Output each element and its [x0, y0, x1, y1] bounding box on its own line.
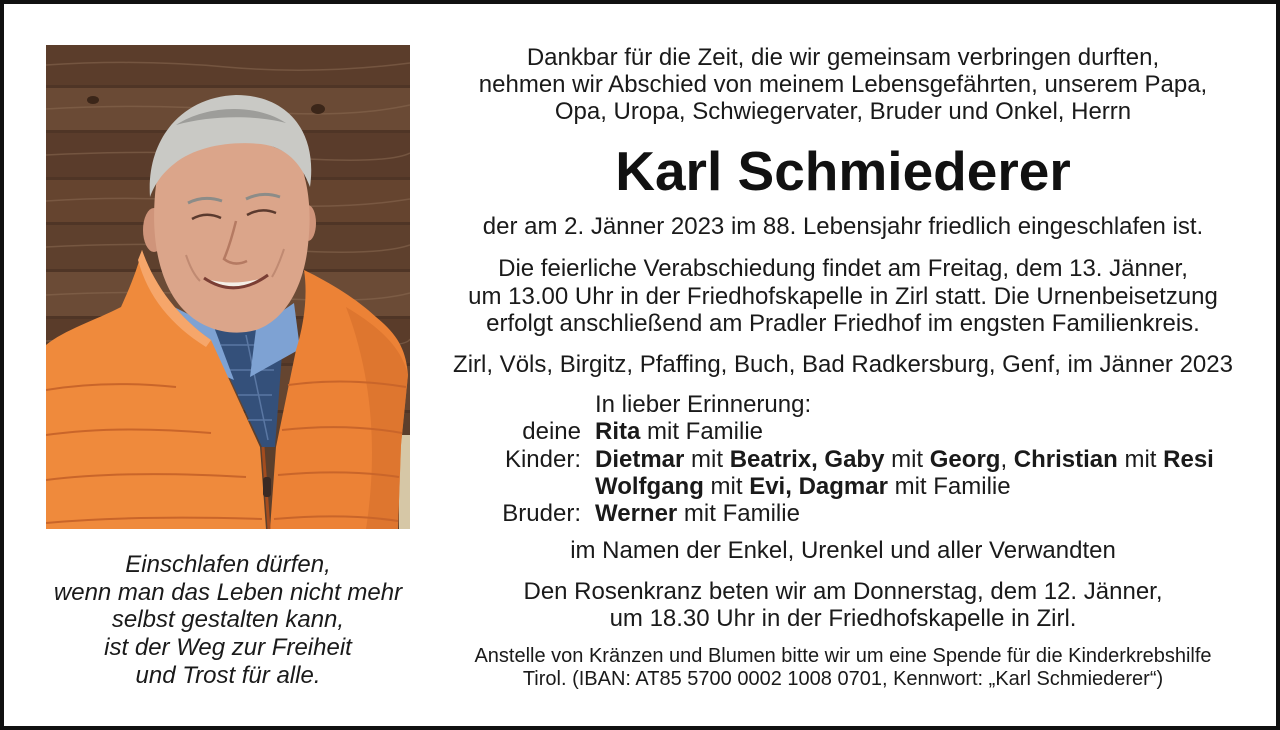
connector-text: mit [703, 472, 750, 500]
connector-text: , [1000, 445, 1014, 473]
relation-label: deine [522, 418, 581, 446]
mourner-name: Christian [1013, 445, 1118, 473]
poem-line: Einschlafen dürfen, [125, 551, 331, 578]
connector-text: mit [884, 445, 930, 473]
connector-text: mit [1117, 445, 1164, 473]
relation-label: Kinder: [504, 445, 581, 473]
poem-line: selbst gestalten kann, [111, 606, 345, 634]
connector-text: mit Familie [887, 472, 1011, 500]
mourner-name: Wolfgang [595, 472, 704, 500]
rosary-line: um 18.30 Uhr in der Friedhofskapelle in Zirl. [609, 605, 1077, 632]
poem-line: ist der Weg zur Freiheit [104, 634, 352, 662]
farewell-line: Die feierliche Verabschiedung findet am Freitag, dem 13. Jänner, [498, 255, 1188, 282]
intro-line: Opa, Uropa, Schwiegervater, Bruder und Onkel, Herrn [554, 98, 1132, 125]
mourner-name: Rita [595, 418, 641, 446]
intro-line: Dankbar für die Zeit, die wir gemeinsam verbringen durften, [526, 44, 1160, 71]
mourner-name: Georg [929, 445, 1001, 473]
places-and-date: Zirl, Völs, Birgitz, Pfaffing, Buch, Bad Radkersburg, Genf, im Jänner 2023 [453, 351, 1233, 378]
connector-text: mit Familie [677, 500, 800, 528]
donation-line: Anstelle von Kränzen und Blumen bitte wir um eine Spende für die Kinderkrebshilfe [474, 645, 1212, 667]
passing-line: der am 2. Jänner 2023 im 88. Lebensjahr friedlich eingeschlafen ist. [482, 213, 1204, 240]
mourner-name: Beatrix, Gaby [729, 445, 885, 473]
deceased-name: Karl Schmiederer [615, 140, 1071, 202]
on-behalf-line: im Namen der Enkel, Urenkel und aller Verwandten [570, 537, 1116, 564]
mourner-name: Werner [595, 500, 678, 528]
mourners-heading: In lieber Erinnerung: [595, 391, 812, 418]
connector-text: mit [684, 445, 730, 473]
connector-text: mit Familie [640, 418, 764, 446]
mourner-name: Resi [1163, 445, 1214, 473]
rosary-line: Den Rosenkranz beten wir am Donnerstag, dem 12. Jänner, [523, 578, 1163, 605]
mourner-name: Dietmar [595, 445, 685, 473]
poem-line: und Trost für alle. [135, 661, 321, 689]
mourner-name: Evi, Dagmar [749, 472, 888, 500]
farewell-line: um 13.00 Uhr in der Friedhofskapelle in Zirl statt. Die Urnenbeisetzung [468, 282, 1218, 310]
intro-line: nehmen wir Abschied von meinem Lebensgefährten, unserem Papa, [478, 71, 1208, 98]
poem-line: wenn man das Leben nicht mehr [53, 578, 403, 606]
donation-line: Tirol. (IBAN: AT85 5700 0002 1008 0701, Kennwort: „Karl Schmiederer“) [522, 667, 1164, 690]
farewell-line: erfolgt anschließend am Pradler Friedhof im engsten Familienkreis. [486, 310, 1200, 337]
relation-label: Bruder: [502, 500, 581, 528]
